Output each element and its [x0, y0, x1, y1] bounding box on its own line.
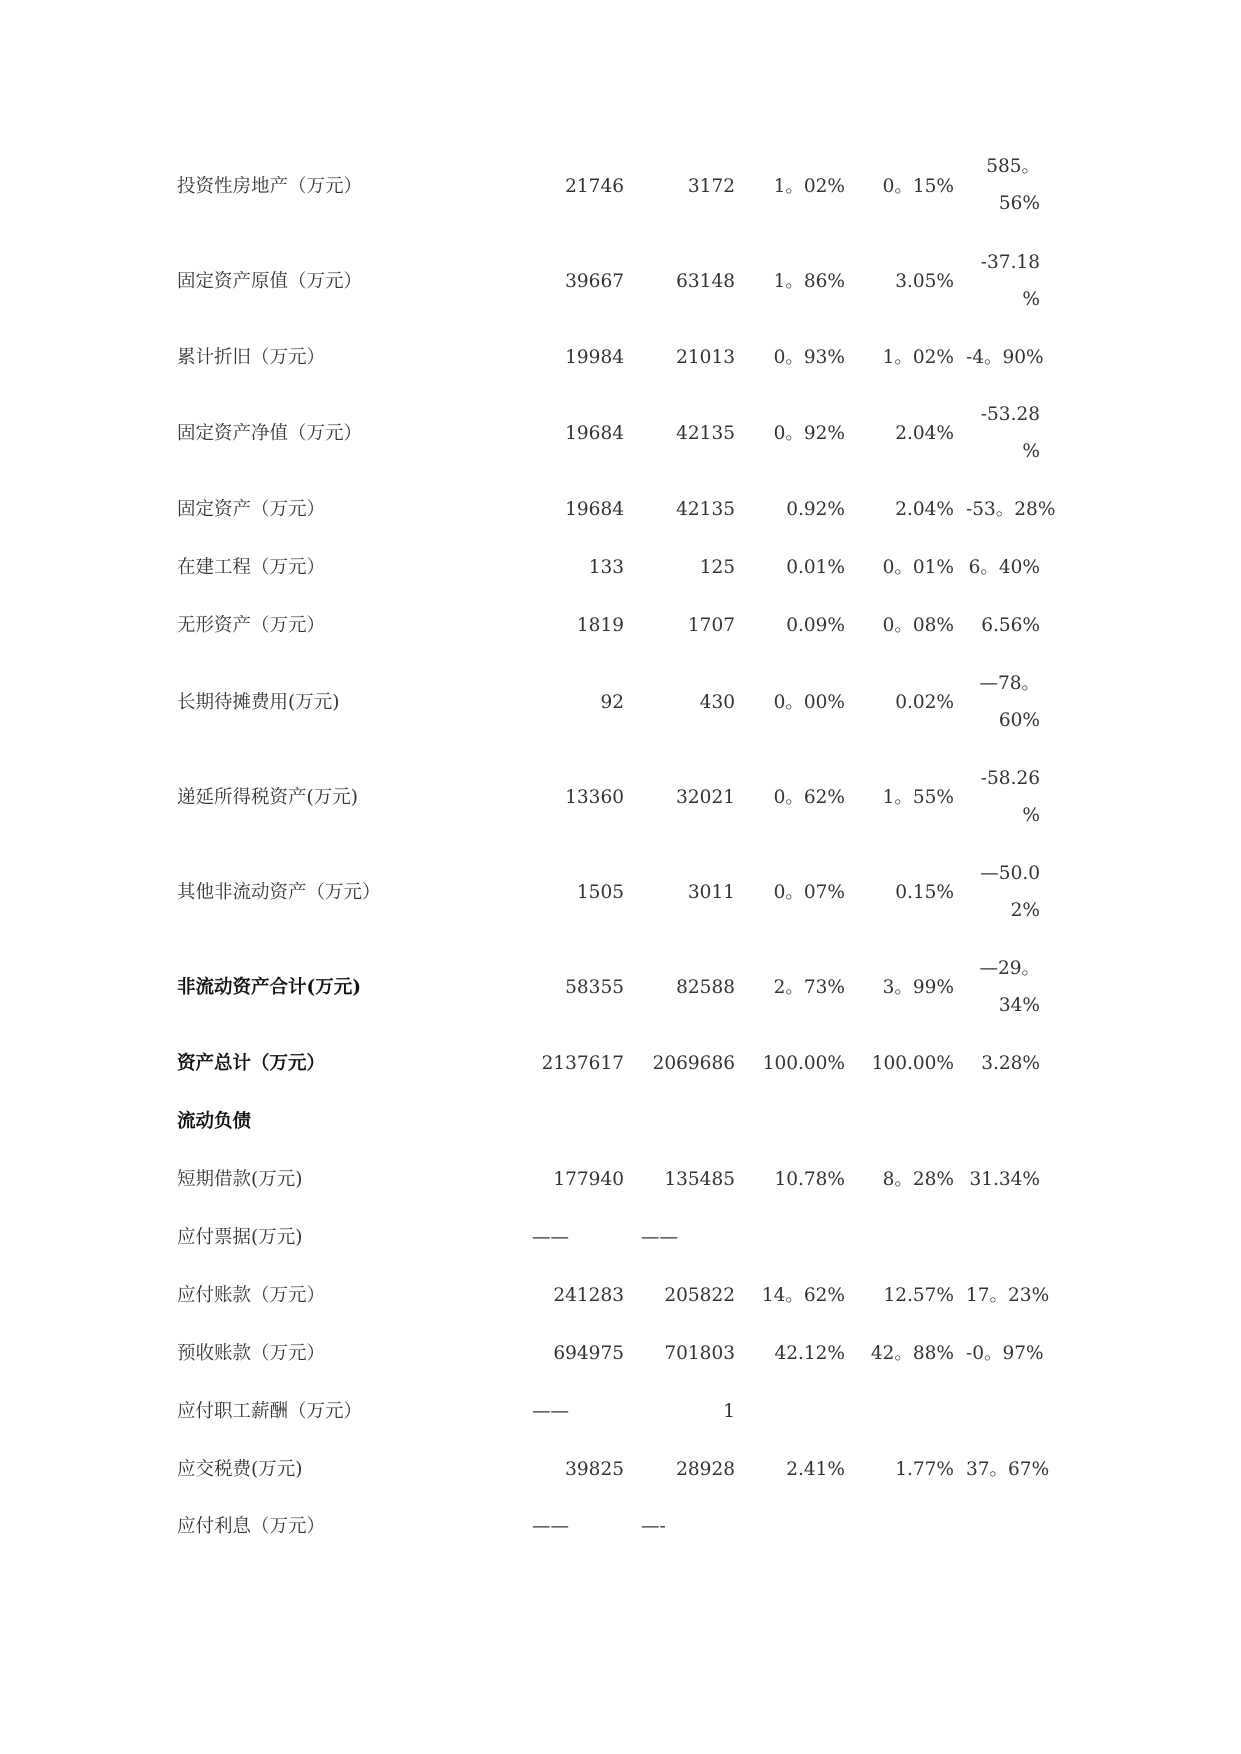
- value-2010: 21746: [565, 176, 624, 197]
- growth-rate-line2: 56%: [998, 192, 1040, 214]
- value-2009: 28928: [676, 1459, 735, 1480]
- growth-rate: [966, 960, 1040, 1015]
- share-2010: 2.41%: [786, 1459, 845, 1480]
- row-label: 应付票据(万元): [177, 1227, 303, 1248]
- growth-rate: 17。23%: [966, 1285, 1050, 1306]
- share-2010: 1。02%: [773, 176, 845, 197]
- share-2009: 0。15%: [882, 176, 954, 197]
- share-2009: 1。55%: [882, 787, 954, 808]
- row-label: 长期待摊费用(万元): [177, 692, 340, 713]
- value-2009: 430: [699, 692, 735, 713]
- share-2009: 12.57%: [883, 1285, 954, 1306]
- growth-rate-line2: %: [1022, 288, 1040, 310]
- row-label: 固定资产净值（万元）: [177, 423, 363, 444]
- value-2009: 1: [723, 1401, 735, 1422]
- growth-rate-line1: —29。: [979, 958, 1040, 979]
- share-2009: 0。08%: [882, 615, 954, 636]
- growth-rate-line1: -58.26: [980, 768, 1040, 789]
- share-2009: 3.05%: [895, 271, 954, 292]
- share-2009: 3。99%: [882, 977, 954, 998]
- value-2010-empty: ——: [532, 1516, 569, 1537]
- value-2009-empty: —-: [641, 1516, 666, 1537]
- growth-rate-line2: 60%: [998, 709, 1040, 731]
- value-2009: 82588: [676, 977, 735, 998]
- value-2010: 13360: [565, 787, 624, 808]
- share-2009: 42。88%: [870, 1343, 954, 1364]
- row-label: 固定资产（万元）: [177, 499, 326, 520]
- row-label: 应交税费(万元): [177, 1459, 303, 1480]
- value-2009: 21013: [676, 347, 735, 368]
- row-label: 预收账款（万元）: [177, 1343, 326, 1364]
- value-2009: 42135: [676, 499, 735, 520]
- value-2010: 2137617: [541, 1053, 624, 1074]
- growth-rate: 31.34%: [969, 1169, 1040, 1190]
- growth-rate: 6.56%: [981, 615, 1040, 636]
- value-2010: 1505: [576, 882, 624, 903]
- share-2010: 14。62%: [761, 1285, 845, 1306]
- share-2010: 2。73%: [773, 977, 845, 998]
- value-2009: 125: [699, 557, 735, 578]
- value-2010: 19684: [565, 499, 624, 520]
- section-title: 流动负债: [177, 1111, 252, 1132]
- value-2009: 3011: [687, 882, 735, 903]
- share-2010: 0。92%: [773, 423, 845, 444]
- row-label: 固定资产原值（万元）: [177, 271, 363, 292]
- growth-rate: 3.28%: [981, 1053, 1040, 1074]
- row-label: 应付利息（万元）: [177, 1516, 326, 1537]
- share-2010: 0。07%: [773, 882, 845, 903]
- value-2009: 3172: [687, 176, 735, 197]
- value-2010: 19984: [565, 347, 624, 368]
- value-2010: 241283: [553, 1285, 624, 1306]
- growth-rate-line2: %: [1022, 440, 1040, 462]
- growth-rate-line1: 585。: [986, 156, 1040, 177]
- value-2010: 92: [600, 692, 624, 713]
- value-2010-empty: ——: [532, 1227, 569, 1248]
- row-label: 其他非流动资产（万元）: [177, 882, 381, 903]
- row-label: 非流动资产合计(万元): [177, 977, 362, 998]
- share-2010: 10.78%: [774, 1169, 845, 1190]
- value-2009: 205822: [664, 1285, 735, 1306]
- row-label: 无形资产（万元）: [177, 615, 326, 636]
- value-2009: 63148: [676, 271, 735, 292]
- share-2010: 0.01%: [786, 557, 845, 578]
- value-2009-empty: ——: [641, 1227, 678, 1248]
- value-2009: 1707: [687, 615, 735, 636]
- value-2010: 58355: [565, 977, 624, 998]
- value-2009: 32021: [676, 787, 735, 808]
- share-2009: 1.77%: [895, 1459, 954, 1480]
- share-2010: 42.12%: [774, 1343, 845, 1364]
- share-2009: 0.15%: [895, 882, 954, 903]
- value-2010: 177940: [553, 1169, 624, 1190]
- share-2010: 100.00%: [762, 1053, 845, 1074]
- share-2009: 1。02%: [882, 347, 954, 368]
- value-2010-empty: ——: [532, 1401, 569, 1422]
- share-2010: 0.09%: [786, 615, 845, 636]
- value-2010: 19684: [565, 423, 624, 444]
- share-2010: 0。62%: [773, 787, 845, 808]
- growth-rate-line2: 2%: [1010, 899, 1040, 921]
- growth-rate-line1: -37.18: [980, 252, 1040, 273]
- share-2010: 0。00%: [773, 692, 845, 713]
- share-2009: 8。28%: [882, 1169, 954, 1190]
- growth-rate-line2: 34%: [998, 994, 1040, 1016]
- row-label: 在建工程（万元）: [177, 557, 326, 578]
- row-label: 投资性房地产（万元）: [177, 176, 363, 197]
- growth-rate: [966, 158, 1040, 213]
- value-2010: 39825: [565, 1459, 624, 1480]
- value-2009: 2069686: [652, 1053, 735, 1074]
- growth-rate: [966, 770, 1040, 825]
- growth-rate: [966, 865, 1040, 920]
- growth-rate: 37。67%: [966, 1459, 1050, 1480]
- growth-rate: -53。28%: [966, 499, 1056, 520]
- share-2009: 100.00%: [871, 1053, 954, 1074]
- value-2010: 1819: [576, 615, 624, 636]
- value-2009: 701803: [664, 1343, 735, 1364]
- row-label: 资产总计（万元）: [177, 1053, 326, 1074]
- growth-rate: [966, 675, 1040, 730]
- share-2009: 0。01%: [882, 557, 954, 578]
- growth-rate-line1: -53.28: [980, 404, 1040, 425]
- growth-rate: [966, 254, 1040, 309]
- row-label: 应付职工薪酬（万元）: [177, 1401, 363, 1422]
- value-2010: 133: [588, 557, 624, 578]
- share-2010: 0.92%: [786, 499, 845, 520]
- growth-rate-line1: —78。: [979, 673, 1040, 694]
- growth-rate-line1: —50.0: [980, 863, 1040, 884]
- share-2009: 0.02%: [895, 692, 954, 713]
- row-label: 累计折旧（万元）: [177, 347, 326, 368]
- value-2009: 135485: [664, 1169, 735, 1190]
- share-2009: 2.04%: [895, 499, 954, 520]
- value-2010: 694975: [553, 1343, 624, 1364]
- growth-rate: -4。90%: [966, 347, 1044, 368]
- value-2010: 39667: [565, 271, 624, 292]
- growth-rate: 6。40%: [968, 557, 1040, 578]
- value-2009: 42135: [676, 423, 735, 444]
- row-label: 递延所得税资产(万元): [177, 787, 358, 808]
- share-2010: 0。93%: [773, 347, 845, 368]
- growth-rate: -0。97%: [966, 1343, 1044, 1364]
- growth-rate-line2: %: [1022, 804, 1040, 826]
- share-2009: 2.04%: [895, 423, 954, 444]
- row-label: 短期借款(万元): [177, 1169, 303, 1190]
- growth-rate: [966, 406, 1040, 461]
- share-2010: 1。86%: [773, 271, 845, 292]
- row-label: 应付账款（万元）: [177, 1285, 326, 1306]
